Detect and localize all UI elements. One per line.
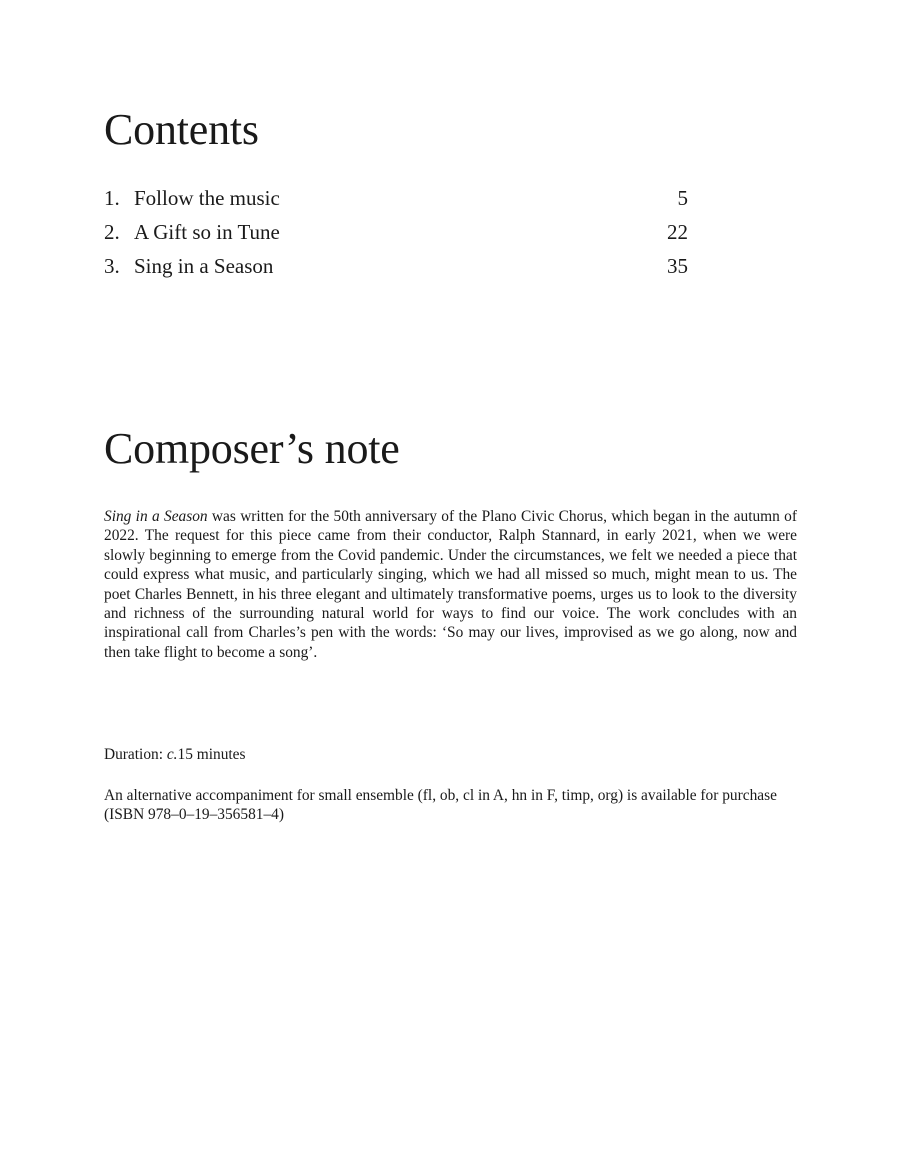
duration-label: Duration: [104, 746, 167, 763]
toc-item-3[interactable] [104, 252, 688, 286]
contents-heading: Contents [104, 105, 259, 154]
toc-item-2[interactable] [104, 218, 688, 252]
composers-note-text: was written for the 50th anniversary of the Plano Civic Chorus, which began in the autumn of 2022. The request for this piece came from their conductor, Ralph Stannard, in early 2021, when we were slowly beginning to emerge from the Covid pandemic. Under the circumstances, we felt we needed a piece that could express what music, and particularly singing, which we had all missed so much, might mean to us. The poet Charles Bennett, in his three elegant and ultimately transformative poems, urges us to look to the diversity and richness of the surrounding natural world for ways to find our voice. The work concludes with an inspirational call from Charles’s pen with the words: ‘So may our lives, improvised as we go along, now and then take flight to become a song’. [104, 508, 797, 661]
toc-item-page: 35 [667, 254, 688, 278]
work-title: Sing in a Season [104, 508, 208, 525]
duration-circa: c. [166, 746, 178, 763]
toc-item-title: Follow the music [134, 186, 280, 210]
alternative-accompaniment-note: An alternative accompaniment for small ensemble (fl, ob, cl in A, hn in F, timp, org) is available for purchase (ISBN 978–0–19–356581–4) [104, 787, 777, 824]
table-of-contents [104, 184, 688, 286]
toc-item-page: 22 [667, 220, 688, 244]
duration-line [104, 745, 804, 764]
toc-item-1[interactable] [104, 184, 688, 218]
toc-item-title: Sing in a Season [134, 254, 274, 278]
toc-item-title: A Gift so in Tune [134, 220, 280, 244]
duration-value: 15 minutes [177, 746, 246, 763]
toc-item-number: 2. [104, 220, 120, 244]
composers-note-heading: Composer’s note [104, 424, 400, 473]
toc-item-number: 3. [104, 254, 120, 278]
composers-note-body [104, 507, 797, 662]
toc-item-number: 1. [104, 186, 120, 210]
toc-item-page: 5 [677, 186, 688, 210]
